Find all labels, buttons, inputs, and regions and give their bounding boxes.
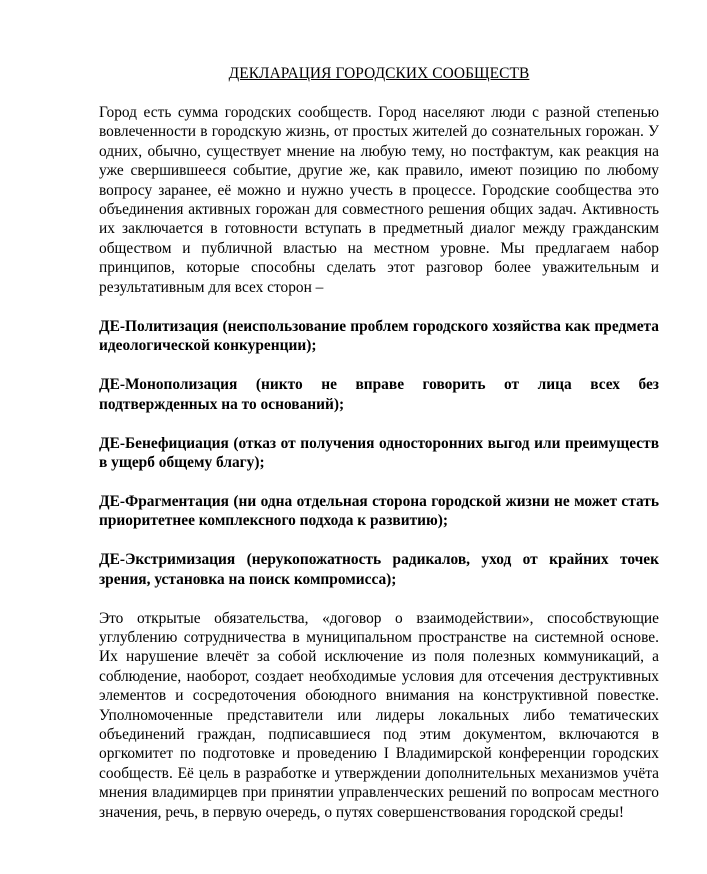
principle-defragmentation: ДЕ-Фрагментация (ни одна отдельная сторона городской жизни не может стать приоритетнее комплексного подхода к развитию); — [99, 493, 659, 530]
principle-debeneficiation: ДЕ-Бенефициация (отказ от получения односторонних выгод или преимуществ в ущерб общему благу); — [99, 434, 659, 472]
principle-depoliticization: ДЕ-Политизация (неиспользование проблем городского хозяйства как предмета идеологической конкуренции); — [99, 318, 659, 355]
closing-paragraph: Это открытые обязательства, «договор о взаимодействии», способствующие углублению сотрудничества в муниципальном пространстве на системной основе. Их нарушение влечёт за собой исключение из поля полезных коммуникаций, а соблюдение, наоборот, создает необходимые условия для отсечения деструктивных элементов и сосредоточения обоюдного внимания на конструктивной повестке. Уполномоченные представители или лидеры локальных либо тематических объединений граждан, подписавшиеся под этим документом, включаются в оргкомитет по подготовке и проведению I Владимирской конференции городских сообществ. Её цель в разработке и утверждении дополнительных механизмов учёта мнения владимирцев при принятии управленческих решений по вопросам местного значения, речь, в первую очередь, о путях совершенствования городской среды! — [99, 609, 659, 821]
document-title: ДЕКЛАРАЦИЯ ГОРОДСКИХ СООБЩЕСТВ — [228, 65, 530, 82]
principle-deextremization: ДЕ-Экстримизация (нерукопожатность радикалов, уход от крайних точек зрения, установка на поиск компромисса); — [99, 551, 659, 588]
document-page — [99, 64, 659, 822]
principle-demonopolization: ДЕ-Монополизация (никто не вправе говорить от лица всех без подтвержденных на то оснований); — [99, 376, 659, 413]
intro-paragraph: Город есть сумма городских сообществ. Город населяют люди с разной степенью вовлеченности в городскую жизнь, от простых жителей до сознательных горожан. У одних, обычно, существует мнение на любую тему, но постфактум, как реакция на уже свершившееся событие, другие же, как правило, имеют позицию по любому вопросу заранее, её можно и нужно учесть в процессе. Городские сообщества это объединения активных горожан для совместного решения общих задач. Активность их заключается в готовности вступать в предметный диалог между гражданским обществом и публичной властью на местном уровне. Мы предлагаем набор принципов, которые способны сделать этот разговор более уважительным и результативным для всех сторон – — [99, 104, 659, 296]
